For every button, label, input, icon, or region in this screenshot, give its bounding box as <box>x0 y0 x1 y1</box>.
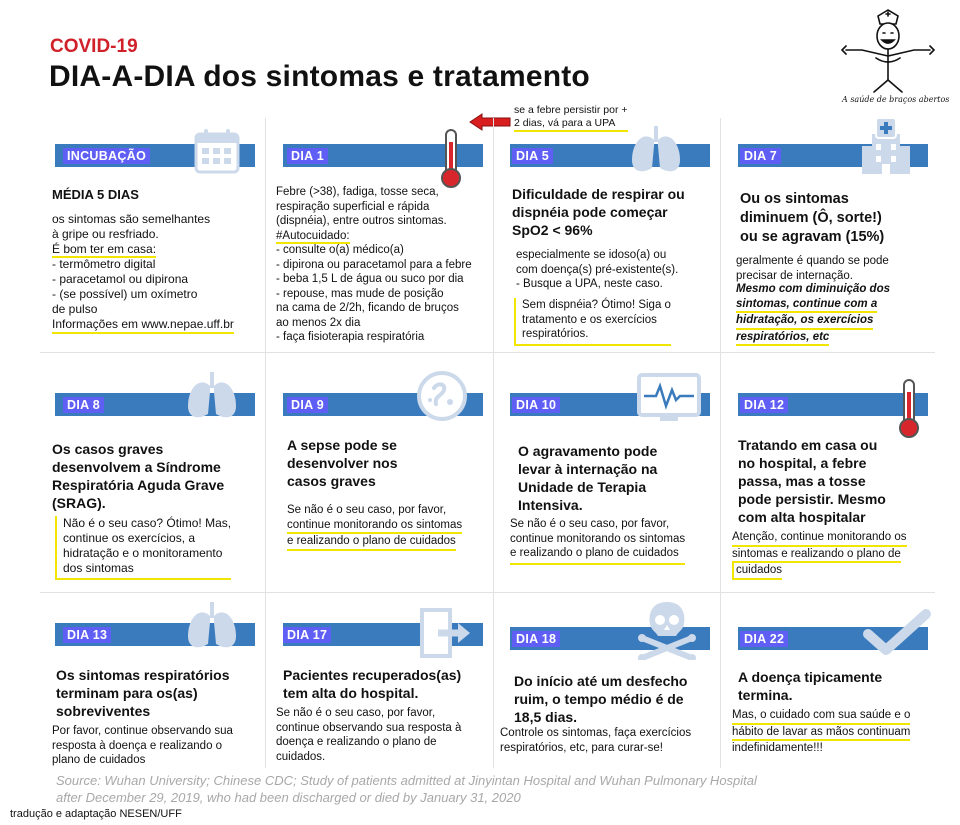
page-title: DIA-A-DIA dos sintomas e tratamento <box>49 60 590 93</box>
dia12-label: DIA 12 <box>740 397 788 413</box>
grid-divider <box>720 118 721 768</box>
text-line: sintomas e realizando o plano de <box>732 547 901 564</box>
incubacao-text <box>52 212 234 334</box>
dia5-heading <box>512 185 685 239</box>
text-line: sintomas, continue com a <box>736 297 877 314</box>
dia9-label: DIA 9 <box>287 397 328 413</box>
heading-line: Do início até um desfecho <box>514 673 688 689</box>
text-line: com doença(s) pré-existente(s). <box>516 263 679 276</box>
text-line: cuidados. <box>276 750 326 763</box>
upa-note-line: 2 dias, vá para a UPA <box>514 117 628 132</box>
dia22-note <box>732 708 910 756</box>
dia9-heading <box>287 436 398 490</box>
text-line: - repouse, mas mude de posição <box>276 287 444 300</box>
dia18-heading <box>514 672 687 726</box>
text-line: - Busque a UPA, neste caso. <box>516 278 663 290</box>
text-line: os sintomas são semelhantes <box>52 212 211 226</box>
thermometer-icon <box>438 128 464 190</box>
lungs-icon <box>628 124 684 176</box>
dia18-label: DIA 18 <box>512 631 560 647</box>
dia17-heading <box>283 666 461 702</box>
heading-line: com alta hospitalar <box>738 509 866 525</box>
text-highlight: #Autocuidado: <box>276 229 350 242</box>
dia7-label: DIA 7 <box>740 148 781 164</box>
kicker-covid: COVID-19 <box>50 36 138 57</box>
dia1-text <box>276 185 472 345</box>
translation-credit: tradução e adaptação NESEN/UFF <box>10 808 182 820</box>
text-line: Se não é o seu caso, por favor, <box>287 504 447 516</box>
heading-line: dispnéia pode começar <box>512 204 668 220</box>
bacteria-icon <box>412 370 472 422</box>
text-line: dos sintomas <box>63 561 134 575</box>
incubacao-heading: MÉDIA 5 DIAS <box>52 187 139 202</box>
text-line: - faça fisioterapia respiratória <box>276 331 425 343</box>
heading-line: no hospital, a febre <box>738 455 867 471</box>
skull-crossbones-icon <box>636 600 698 660</box>
thermometer-icon <box>896 378 922 440</box>
source-line: after December 29, 2019, who had been discharged or died by January 31, 2020 <box>56 790 521 805</box>
text-line: precisar de internação. <box>736 269 853 282</box>
grid-divider <box>265 118 266 768</box>
heart-monitor-icon <box>636 372 702 424</box>
source-citation <box>56 772 757 806</box>
heading-line: Intensiva. <box>518 497 583 513</box>
checkmark-icon <box>862 608 932 658</box>
text-line: e realizando o plano de cuidados <box>287 534 456 551</box>
dia13-heading <box>56 666 230 720</box>
heading-line: Os casos graves <box>52 441 164 457</box>
logo-caption: A saúde de braços abertos <box>842 95 950 104</box>
text-line: e realizando o plano de cuidados <box>510 547 679 559</box>
text-line: à gripe ou resfriado. <box>52 227 159 241</box>
heading-line: Dificuldade de respirar ou <box>512 186 685 202</box>
grid-divider <box>40 352 935 353</box>
heading-line: ruim, o tempo médio é de <box>514 691 684 707</box>
heading-line: Unidade de Terapia <box>518 479 647 495</box>
dia10-label: DIA 10 <box>512 397 560 413</box>
dia10-heading <box>518 442 657 514</box>
heading-line: levar à internação na <box>518 461 658 477</box>
heading-line: diminuem (Ô, sorte!) <box>740 210 882 226</box>
text-line: Se não é o seu caso, por favor, <box>510 518 670 530</box>
dia8-note <box>55 516 231 580</box>
heading-line: desenvolvem a Síndrome <box>52 459 221 475</box>
text-line: Atenção, continue monitorando os <box>732 530 907 547</box>
text-line: Não é o seu caso? Ótimo! Mas, <box>63 516 232 530</box>
incubacao-label: INCUBAÇÃO <box>63 148 150 164</box>
heading-line: (SRAG). <box>52 495 106 511</box>
calendar-icon <box>192 126 242 176</box>
text-highlight: É bom ter em casa: <box>52 242 157 256</box>
text-line: indefinidamente!!! <box>732 742 823 754</box>
text-line: - consulte o(a) médico(a) <box>276 244 404 256</box>
lungs-icon <box>184 370 240 422</box>
heading-line: Ou os sintomas <box>740 191 849 207</box>
dia10-note <box>510 517 685 565</box>
dia8-heading <box>52 440 224 512</box>
text-line: Febre (>38), fadiga, tosse seca, <box>276 186 439 198</box>
dia12-note <box>732 530 907 580</box>
dia5-label: DIA 5 <box>512 148 553 164</box>
upa-note-line: se a febre persistir por + <box>514 104 628 116</box>
text-line: hidratação, os exercícios <box>736 313 873 330</box>
text-line: geralmente é quando se pode <box>736 255 889 267</box>
text-line: respiração superficial e rápida <box>276 200 430 213</box>
text-line: - beba 1,5 L de água ou suco por dia <box>276 273 464 285</box>
text-line: resposta à doença e realizando o <box>52 739 223 752</box>
heading-line: ou se agravam (15%) <box>740 229 885 245</box>
heading-line: pode persistir. Mesmo <box>738 491 886 507</box>
text-line: Por favor, continue observando sua <box>52 725 233 737</box>
text-line: - termômetro digital <box>52 257 156 271</box>
text-line: hábito de lavar as mãos continuam <box>732 725 910 742</box>
text-line: tratamento e os exercícios <box>522 313 657 326</box>
heading-line: sobreviventes <box>56 703 151 719</box>
text-line <box>52 242 234 257</box>
text-line: respiratórios. <box>522 328 589 340</box>
text-line: hidratação e o monitoramento <box>63 546 223 560</box>
dia13-label: DIA 13 <box>63 627 111 643</box>
dia9-note <box>287 503 462 551</box>
text-line: de pulso <box>52 302 98 316</box>
source-line: Source: Wuhan University; Chinese CDC; Study of patients admitted at Jinyintan Hospital and Wuhan Pulmonary Hospital <box>56 773 757 788</box>
text-line <box>276 229 472 244</box>
heading-line: A doença tipicamente <box>738 669 883 685</box>
dia13-note <box>52 724 233 768</box>
dia17-note <box>276 706 461 764</box>
text-line: continue monitorando os sintomas <box>287 518 462 535</box>
text-line: (dispnéia), entre outros sintomas. <box>276 215 447 227</box>
text-line: na cama de 2/2h, ficando de bruços <box>276 302 459 314</box>
text-line: - dipirona ou paracetamol para a febre <box>276 258 472 271</box>
upa-note <box>514 104 628 132</box>
heading-line: termina. <box>738 687 793 703</box>
heading-line: Pacientes recuperados(as) <box>283 667 462 683</box>
text-line: plano de cuidados <box>52 754 146 766</box>
text-line: cuidados <box>732 563 782 580</box>
dia17-label: DIA 17 <box>283 627 331 643</box>
heading-line: O agravamento pode <box>518 443 658 459</box>
text-line: Mas, o cuidado com sua saúde e o <box>732 708 910 725</box>
heading-line: A sepse pode se <box>287 437 397 453</box>
grid-divider <box>493 118 494 768</box>
dia5-note <box>514 298 671 346</box>
text-line: Sem dispnéia? Ótimo! Siga o <box>522 299 671 311</box>
dia1-label: DIA 1 <box>287 148 328 164</box>
dia8-label: DIA 8 <box>63 397 104 413</box>
heading-line: 18,5 dias. <box>514 709 578 725</box>
text-line: respiratórios, etc <box>736 330 829 347</box>
text-line: especialmente se idoso(a) ou <box>516 249 667 261</box>
text-line: - paracetamol ou dipirona <box>52 272 189 286</box>
dia7-heading <box>740 190 884 247</box>
heading-line: Tratando em casa ou <box>738 437 878 453</box>
text-line: continue monitorando os sintomas <box>510 532 686 545</box>
heading-line: SpO2 < 96% <box>512 222 593 238</box>
dia12-heading <box>738 436 886 526</box>
text-line: doença e realizando o plano de <box>276 736 437 748</box>
dia5-text <box>516 248 678 292</box>
text-line: Controle os sintomas, faça exercícios <box>500 727 692 739</box>
text-line: Mesmo com diminuição dos <box>736 283 890 295</box>
heading-line: desenvolver nos <box>287 455 398 471</box>
dia7-text <box>736 254 889 283</box>
text-line: ao menos 2x dia <box>276 316 361 329</box>
heading-line: terminam para os(as) <box>56 685 198 701</box>
hospital-icon <box>858 116 914 176</box>
text-line: respiratórios, etc, para curar-se! <box>500 741 663 754</box>
lungs-icon <box>184 600 240 652</box>
heading-line: casos graves <box>287 473 376 489</box>
heading-line: passa, mas a tosse <box>738 473 866 489</box>
text-line: continue observando sua resposta à <box>276 721 462 734</box>
grid-divider <box>40 592 935 593</box>
dia18-note <box>500 726 691 755</box>
exit-door-icon <box>418 606 474 660</box>
red-arrow-icon <box>468 112 512 132</box>
website-line: Informações em www.nepae.uff.br <box>52 317 234 334</box>
heading-line: Os sintomas respiratórios <box>56 667 230 683</box>
heading-line: Respiratória Aguda Grave <box>52 477 225 493</box>
text-line: Se não é o seu caso, por favor, <box>276 707 436 719</box>
dia7-emphasis <box>736 282 890 346</box>
text-line: - (se possível) um oxímetro <box>52 287 198 301</box>
text-line: continue os exercícios, a <box>63 531 196 545</box>
heading-line: tem alta do hospital. <box>283 685 419 701</box>
dia22-label: DIA 22 <box>740 631 788 647</box>
dia22-heading <box>738 668 882 704</box>
